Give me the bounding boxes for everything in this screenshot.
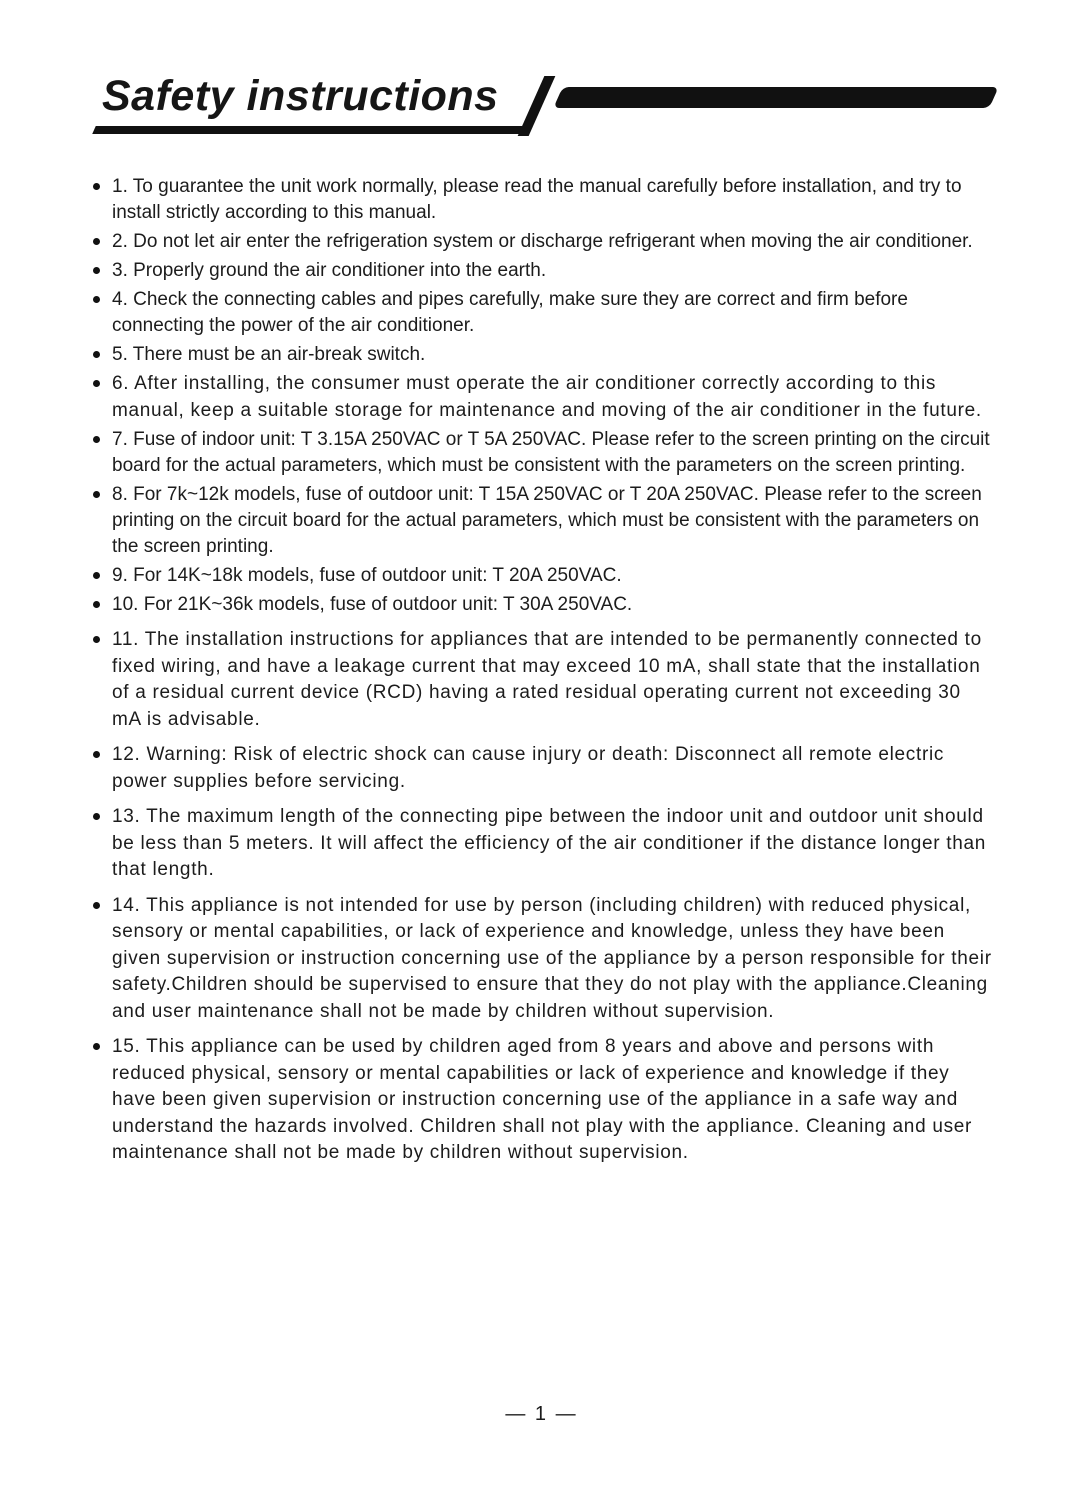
instruction-text: 6. After installing, the consumer must operate the air conditioner correctly according to this manual, keep a suitable storage for maintenance and moving of the air conditioner in the future. [112, 373, 982, 421]
instruction-text: 14. This appliance is not intended for use by person (including children) with reduced physical, sensory or mental capabilities, or lack of experience and knowledge, unless they have been given supervision or instruction concerning use of the appliance by a person responsible for their safety.Children should be supervised to ensure that they do not play with the appliance.Cleaning and user maintenance shall not be made by children without supervision. [112, 894, 992, 1022]
list-item [90, 742, 995, 795]
list-item [90, 1034, 995, 1167]
bullet-icon [93, 380, 100, 387]
list-item [90, 482, 995, 560]
instruction-text: 12. Warning: Risk of electric shock can cause injury or death: Disconnect all remote electric power supplies before servicing. [112, 744, 945, 792]
list-item [90, 174, 995, 226]
bullet-icon [93, 572, 100, 579]
list-item [90, 229, 995, 255]
list-item [90, 342, 995, 368]
bullet-icon [93, 183, 100, 190]
bullet-icon [93, 636, 100, 643]
list-item [90, 427, 995, 479]
bullet-icon [93, 351, 100, 358]
bullet-icon [93, 238, 100, 245]
instruction-text: 1. To guarantee the unit work normally, please read the manual carefully before installation, and try to install strictly according to this manual. [112, 176, 962, 223]
instruction-text: 15. This appliance can be used by children aged from 8 years and above and persons with reduced physical, sensory or mental capabilities or lack of experience and knowledge if they have been given supervision or instruction concerning use of the appliance in a safe way and understand the hazards involved. Children shall not play with the appliance. Cleaning and user maintenance shall not be made by children without supervision. [112, 1036, 973, 1163]
instruction-text: 10. For 21K~36k models, fuse of outdoor unit: T 30A 250VAC. [112, 594, 633, 615]
bullet-icon [93, 902, 100, 909]
bullet-icon [93, 751, 100, 758]
instruction-text: 2. Do not let air enter the refrigeration system or discharge refrigerant when moving the air conditioner. [112, 231, 973, 252]
bullet-icon [93, 813, 100, 820]
bullet-icon [93, 267, 100, 274]
page-number: — 1 — [505, 1403, 578, 1425]
instruction-text: 9. For 14K~18k models, fuse of outdoor unit: T 20A 250VAC. [112, 565, 622, 586]
page-title: Safety instructions [102, 72, 499, 120]
instruction-text: 3. Properly ground the air conditioner into the earth. [112, 260, 547, 281]
list-item [90, 893, 995, 1026]
list-item [90, 592, 995, 618]
title-underline-rule [92, 126, 524, 134]
list-item [90, 563, 995, 589]
instruction-text: 11. The installation instructions for appliances that are intended to be permanently connected to fixed wiring, and have a leakage current that may exceed 10 mA, shall state that the installation of a residual current device (RCD) having a rated residual operating current not exceeding 30 mA is advisable. [112, 629, 982, 730]
bullet-icon [93, 601, 100, 608]
page-header [0, 0, 1083, 160]
safety-instruction-list [90, 174, 995, 1167]
header-bar-rule [553, 87, 998, 108]
list-item [90, 804, 995, 884]
list-item [90, 287, 995, 339]
instruction-text: 8. For 7k~12k models, fuse of outdoor unit: T 15A 250VAC or T 20A 250VAC. Please refer to the screen printing on the circuit board for the actual parameters, which must be consistent with the parameters on the screen printing. [112, 484, 982, 557]
list-item [90, 627, 995, 733]
instruction-text: 7. Fuse of indoor unit: T 3.15A 250VAC or T 5A 250VAC. Please refer to the screen printing on the circuit board for the actual parameters, which must be consistent with the parameters on the screen printing. [112, 429, 990, 476]
list-item [90, 258, 995, 284]
instruction-text: 5. There must be an air-break switch. [112, 344, 426, 365]
instruction-text: 4. Check the connecting cables and pipes carefully, make sure they are correct and firm before connecting the power of the air conditioner. [112, 289, 908, 336]
list-item [90, 371, 995, 424]
bullet-icon [93, 296, 100, 303]
bullet-icon [93, 491, 100, 498]
bullet-icon [93, 436, 100, 443]
bullet-icon [93, 1043, 100, 1050]
title-slash-divider [518, 76, 556, 136]
instruction-text: 13. The maximum length of the connecting pipe between the indoor unit and outdoor unit should be less than 5 meters. It will affect the efficiency of the air conditioner if the distance longer than that length. [112, 806, 987, 880]
